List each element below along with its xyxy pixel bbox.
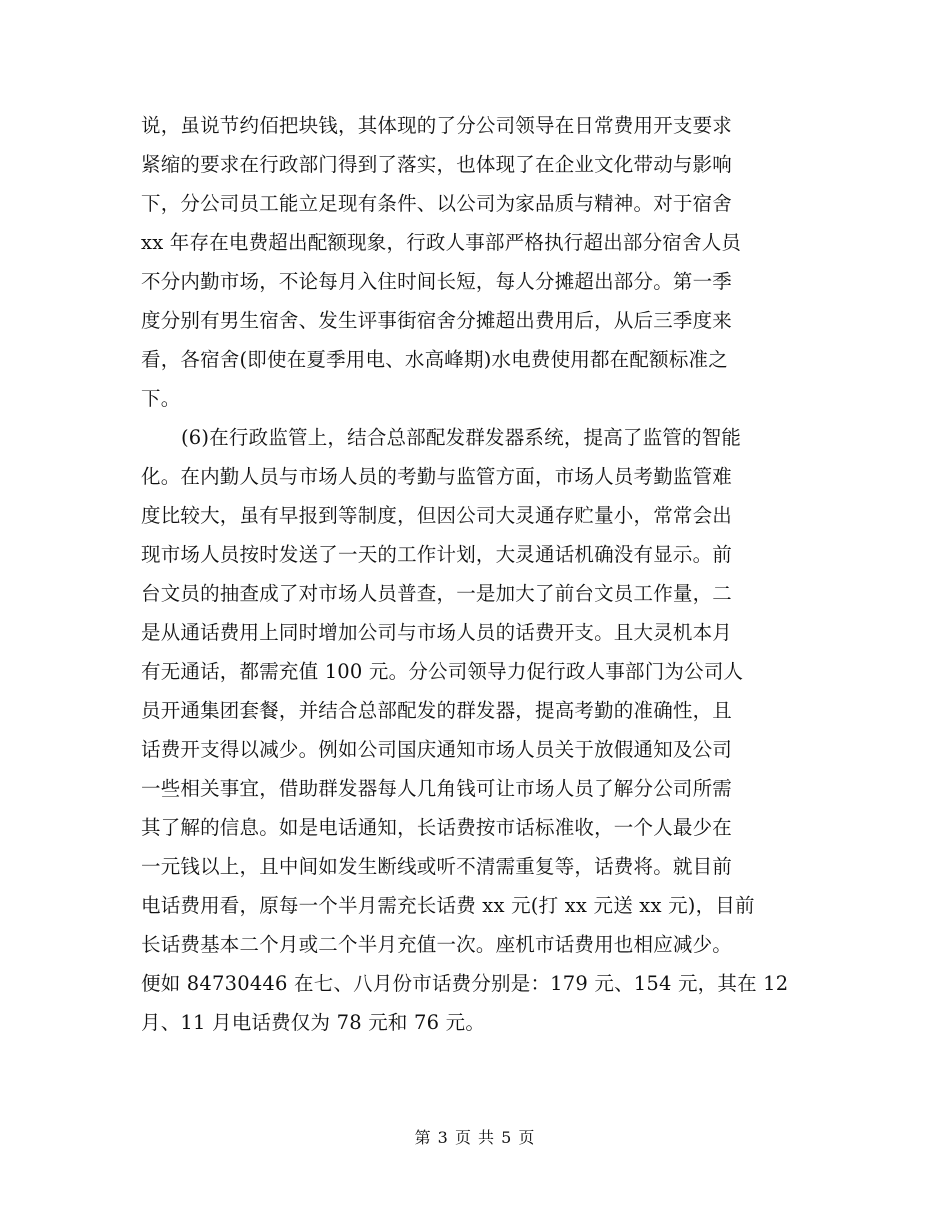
text-line: 是从通话费用上同时增加公司与市场人员的话费开支。且大灵机本月 bbox=[141, 621, 733, 644]
page-number-footer: 第 3 页 共 5 页 bbox=[414, 1128, 536, 1147]
text-line: 化。在内勤人员与市场人员的考勤与监管方面，市场人员考勤监管难 bbox=[141, 465, 733, 488]
text-line: (6)在行政监管上，结合总部配发群发器系统，提高了监管的智能 bbox=[181, 426, 742, 449]
text-line: 不分内勤市场，不论每月入住时间长短，每人分摊超出部分。第一季 bbox=[141, 270, 733, 293]
text-line: 长话费基本二个月或二个半月充值一次。座机市话费用也相应减少。 bbox=[141, 933, 733, 956]
text-line: 员开通集团套餐，并结合总部配发的群发器，提高考勤的准确性，且 bbox=[141, 699, 733, 722]
text-line: 有无通话，都需充值 100 元。分公司领导力促行政人事部门为公司人 bbox=[141, 660, 744, 683]
text-line: 说，虽说节约佰把块钱，其体现的了分公司领导在日常费用开支要求 bbox=[141, 114, 733, 137]
document-body bbox=[141, 106, 821, 1042]
text-line: 一元钱以上，且中间如发生断线或听不清需重复等，话费将。就目前 bbox=[141, 855, 733, 878]
text-line: 便如 84730446 在七、八月份市话费分别是：179 元、154 元，其在 12 bbox=[141, 972, 789, 995]
text-line: xx 年存在电费超出配额现象，行政人事部严格执行超出部分宿舍人员 bbox=[141, 231, 742, 254]
text-line: 话费开支得以减少。例如公司国庆通知市场人员关于放假通知及公司 bbox=[141, 738, 733, 761]
text-line: 看，各宿舍(即使在夏季用电、水高峰期)水电费使用都在配额标准之 bbox=[141, 348, 728, 371]
text-line: 其了解的信息。如是电话通知，长话费按市话标准收，一个人最少在 bbox=[141, 816, 733, 839]
text-line: 电话费用看，原每一个半月需充长话费 xx 元(打 xx 元送 xx 元)，目前 bbox=[141, 894, 755, 917]
text-line: 下。 bbox=[141, 387, 181, 410]
paragraph-1 bbox=[141, 106, 821, 418]
text-line: 下，分公司员工能立足现有条件、以公司为家品质与精神。对于宿舍 bbox=[141, 192, 733, 215]
text-line: 台文员的抽查成了对市场人员普查，一是加大了前台文员工作量，二 bbox=[141, 582, 733, 605]
text-line: 紧缩的要求在行政部门得到了落实，也体现了在企业文化带动与影响 bbox=[141, 153, 733, 176]
text-line: 度比较大，虽有早报到等制度，但因公司大灵通存贮量小，常常会出 bbox=[141, 504, 733, 527]
text-line: 度分别有男生宿舍、发生评事街宿舍分摊超出费用后，从后三季度来 bbox=[141, 309, 733, 332]
text-line: 一些相关事宜，借助群发器每人几角钱可让市场人员了解分公司所需 bbox=[141, 777, 733, 800]
text-line: 月、11 月电话费仅为 78 元和 76 元。 bbox=[141, 1011, 486, 1034]
paragraph-2 bbox=[141, 418, 821, 1042]
text-line: 现市场人员按时发送了一天的工作计划，大灵通话机确没有显示。前 bbox=[141, 543, 733, 566]
